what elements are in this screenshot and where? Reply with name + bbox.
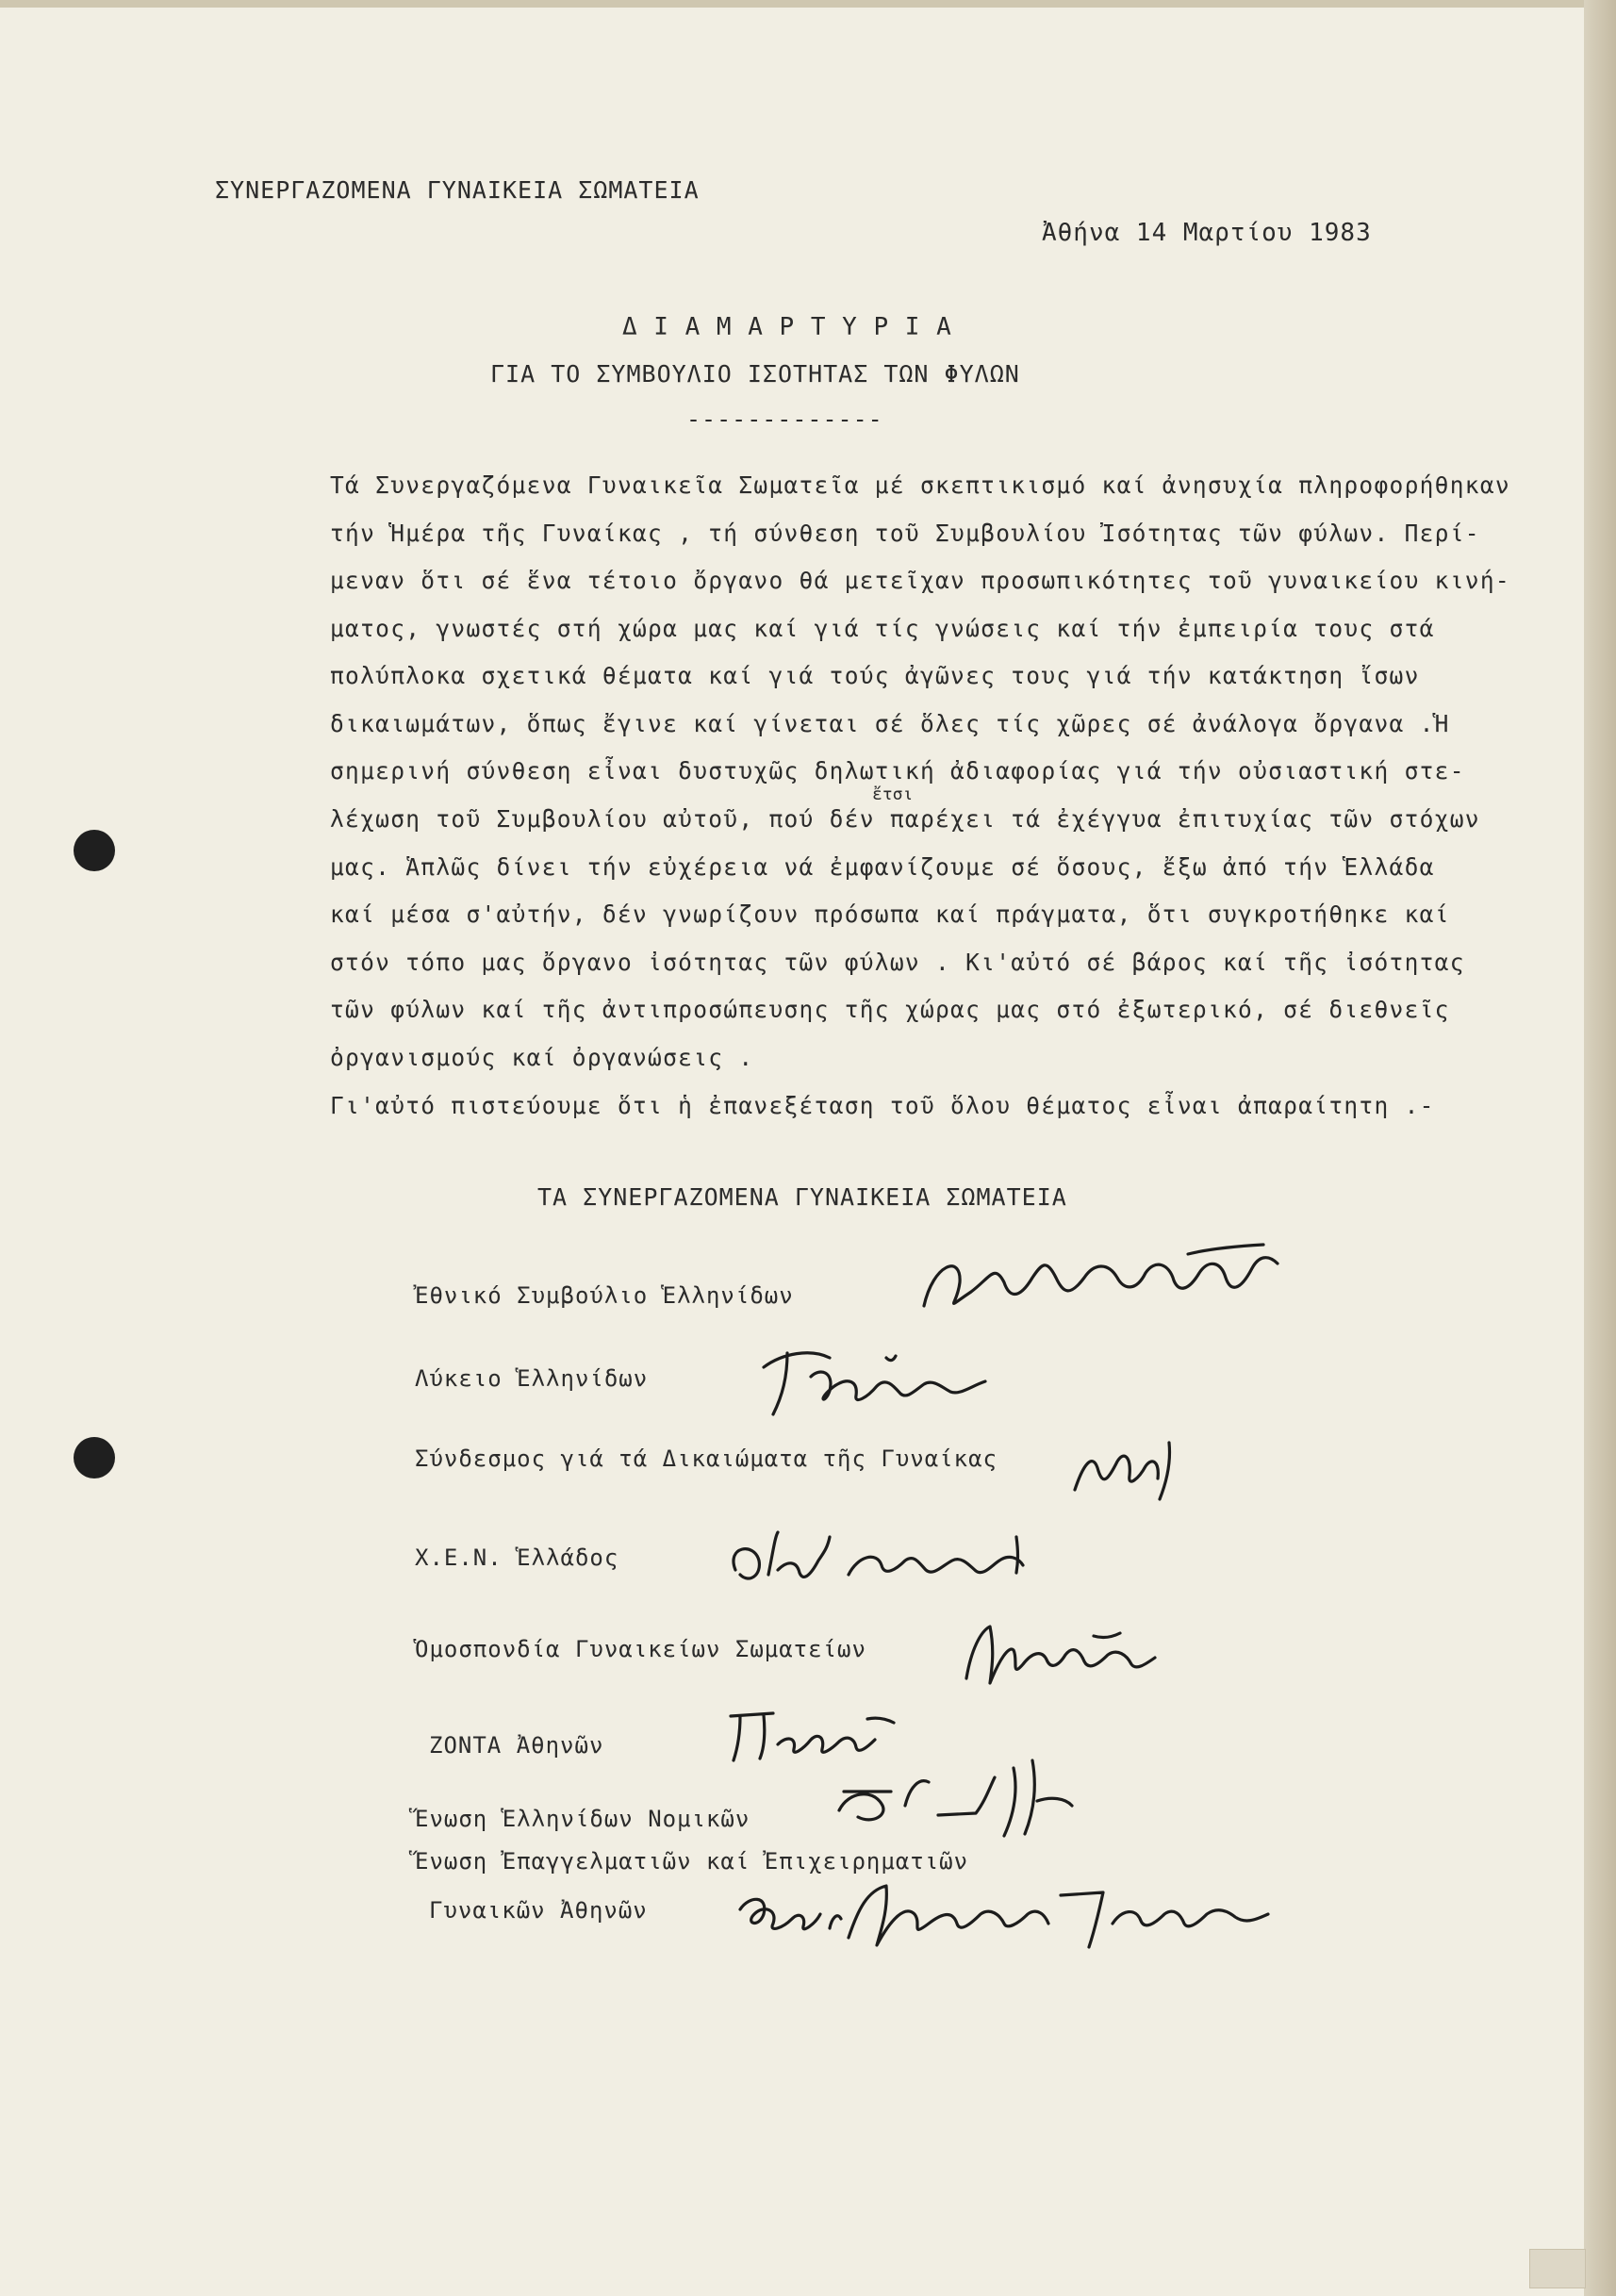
body-line: μας. Ἁπλῶς δίνει τήν εὐχέρεια νά ἐμφανίζουμε σέ ὅσους, ἔξω ἀπό τήν Ἑλλάδα bbox=[330, 853, 1435, 881]
top-border bbox=[0, 0, 1616, 8]
signatory-label: Χ.Ε.Ν. Ἑλλάδος bbox=[415, 1544, 619, 1571]
signatory-label: Ἕνωση Ἐπαγγελματιῶν καί Ἐπιχειρηματιῶν bbox=[415, 1848, 969, 1875]
signatory-label: Γυναικῶν Ἀθηνῶν bbox=[429, 1897, 648, 1924]
archive-stamp bbox=[1529, 2249, 1586, 2288]
punch-hole-bottom bbox=[74, 1437, 115, 1478]
punch-hole-top bbox=[74, 830, 115, 871]
signatory-label: Σύνδεσμος γιά τά Δικαιώματα τῆς Γυναίκας bbox=[415, 1445, 998, 1472]
body-line: πολύπλοκα σχετικά θέματα καί γιά τούς ἀγῶνες τους γιά τήν κατάκτηση ἴσων bbox=[330, 662, 1420, 689]
signature-xen bbox=[717, 1518, 1056, 1603]
body-line: Τά Συνεργαζόμενα Γυναικεῖα Σωματεῖα μέ σκεπτικισμό καί ἀνησυχία πληροφορήθηκαν bbox=[330, 471, 1510, 499]
signature-omospondia bbox=[952, 1612, 1179, 1697]
body-line: σημερινή σύνθεση εἶναι δυστυχῶς δηλωτική ἀδιαφορίας γιά τήν οὐσιαστική στε- bbox=[330, 757, 1465, 785]
body-line: ὀργανισμούς καί ὀργανώσεις . bbox=[330, 1044, 754, 1071]
body-line: στόν τόπο μας ὄργανο ἰσότητας τῶν φύλων . Κι'αὐτό σέ βάρος καί τῆς ἰσότητας bbox=[330, 949, 1465, 976]
page-edge bbox=[1584, 0, 1616, 2296]
document-subtitle: ΓΙΑ ΤΟ ΣΥΜΒΟΥΛΙΟ ΙΣΟΤΗΤΑΣ ΤΩΝ ΦΥΛΩΝ bbox=[490, 360, 1020, 388]
body-line: τήν Ἡμέρα τῆς Γυναίκας , τή σύνθεση τοῦ Συμβουλίου Ἰσότητας τῶν φύλων. Περί- bbox=[330, 520, 1480, 547]
document-title: Δ Ι Α Μ Α Ρ Τ Υ Ρ Ι Α bbox=[622, 313, 952, 341]
body-line: ματος, γνωστές στή χώρα μας καί γιά τίς γνώσεις καί τήν ἐμπειρία τους στά bbox=[330, 615, 1435, 642]
signatory-label: Λύκειο Ἑλληνίδων bbox=[415, 1365, 649, 1392]
body-line: τῶν φύλων καί τῆς ἀντιπροσώπευσης τῆς χώρας μας στό ἐξωτερικό, σέ διεθνεῖς bbox=[330, 996, 1450, 1023]
signatory-label: Ἐθνικό Συμβούλιο Ἑλληνίδων bbox=[415, 1282, 794, 1309]
signatory-label: Ὁμοσπονδία Γυναικείων Σωματείων bbox=[415, 1636, 866, 1662]
handwritten-insert: ἔτσι bbox=[872, 785, 914, 804]
signature-ethniko-symvoulio bbox=[905, 1226, 1301, 1330]
signature-lykeio bbox=[745, 1339, 1028, 1424]
title-rule: ------------- bbox=[686, 405, 883, 433]
body-line: Γι'αὐτό πιστεύουμε ὅτι ἡ ἐπανεξέταση τοῦ ὅλου θέματος εἶναι ἀπαραίτητη .- bbox=[330, 1092, 1435, 1119]
body-line: λέχωση τοῦ Συμβουλίου αὐτοῦ, πού δέν παρέχει τά ἐχέγγυα ἐπιτυχίας τῶν στόχων bbox=[330, 805, 1480, 833]
place-date: Ἀθήνα 14 Μαρτίου 1983 bbox=[1042, 219, 1372, 247]
signature-enosi-nomikon bbox=[825, 1749, 1080, 1843]
body-line: μεναν ὅτι σέ ἕνα τέτοιο ὄργανο θά μετεῖχαν προσωπικότητες τοῦ γυναικείου κινή- bbox=[330, 567, 1510, 594]
signatory-label: Ἕνωση Ἑλληνίδων Νομικῶν bbox=[415, 1806, 750, 1832]
header-org-name: ΣΥΝΕΡΓΑΖΟΜΕΝΑ ΓΥΝΑΙΚΕΙΑ ΣΩΜΑΤΕΙΑ bbox=[215, 176, 700, 204]
signature-syndesmos bbox=[1065, 1424, 1197, 1509]
body-line: καί μέσα σ'αὐτήν, δέν γνωρίζουν πρόσωπα καί πράγματα, ὅτι συγκροτήθηκε καί bbox=[330, 900, 1450, 928]
signature-enosi-epaggelmation bbox=[726, 1872, 1282, 1957]
body-line: δικαιωμάτων, ὅπως ἔγινε καί γίνεται σέ ὅλες τίς χῶρες σέ ἀνάλογα ὄργανα .Ἡ bbox=[330, 710, 1450, 737]
signatory-label: ΖΟΝΤΑ Ἀθηνῶν bbox=[429, 1732, 604, 1759]
closing-org-name: ΤΑ ΣΥΝΕΡΓΑΖΟΜΕΝΑ ΓΥΝΑΙΚΕΙΑ ΣΩΜΑΤΕΙΑ bbox=[537, 1183, 1067, 1211]
